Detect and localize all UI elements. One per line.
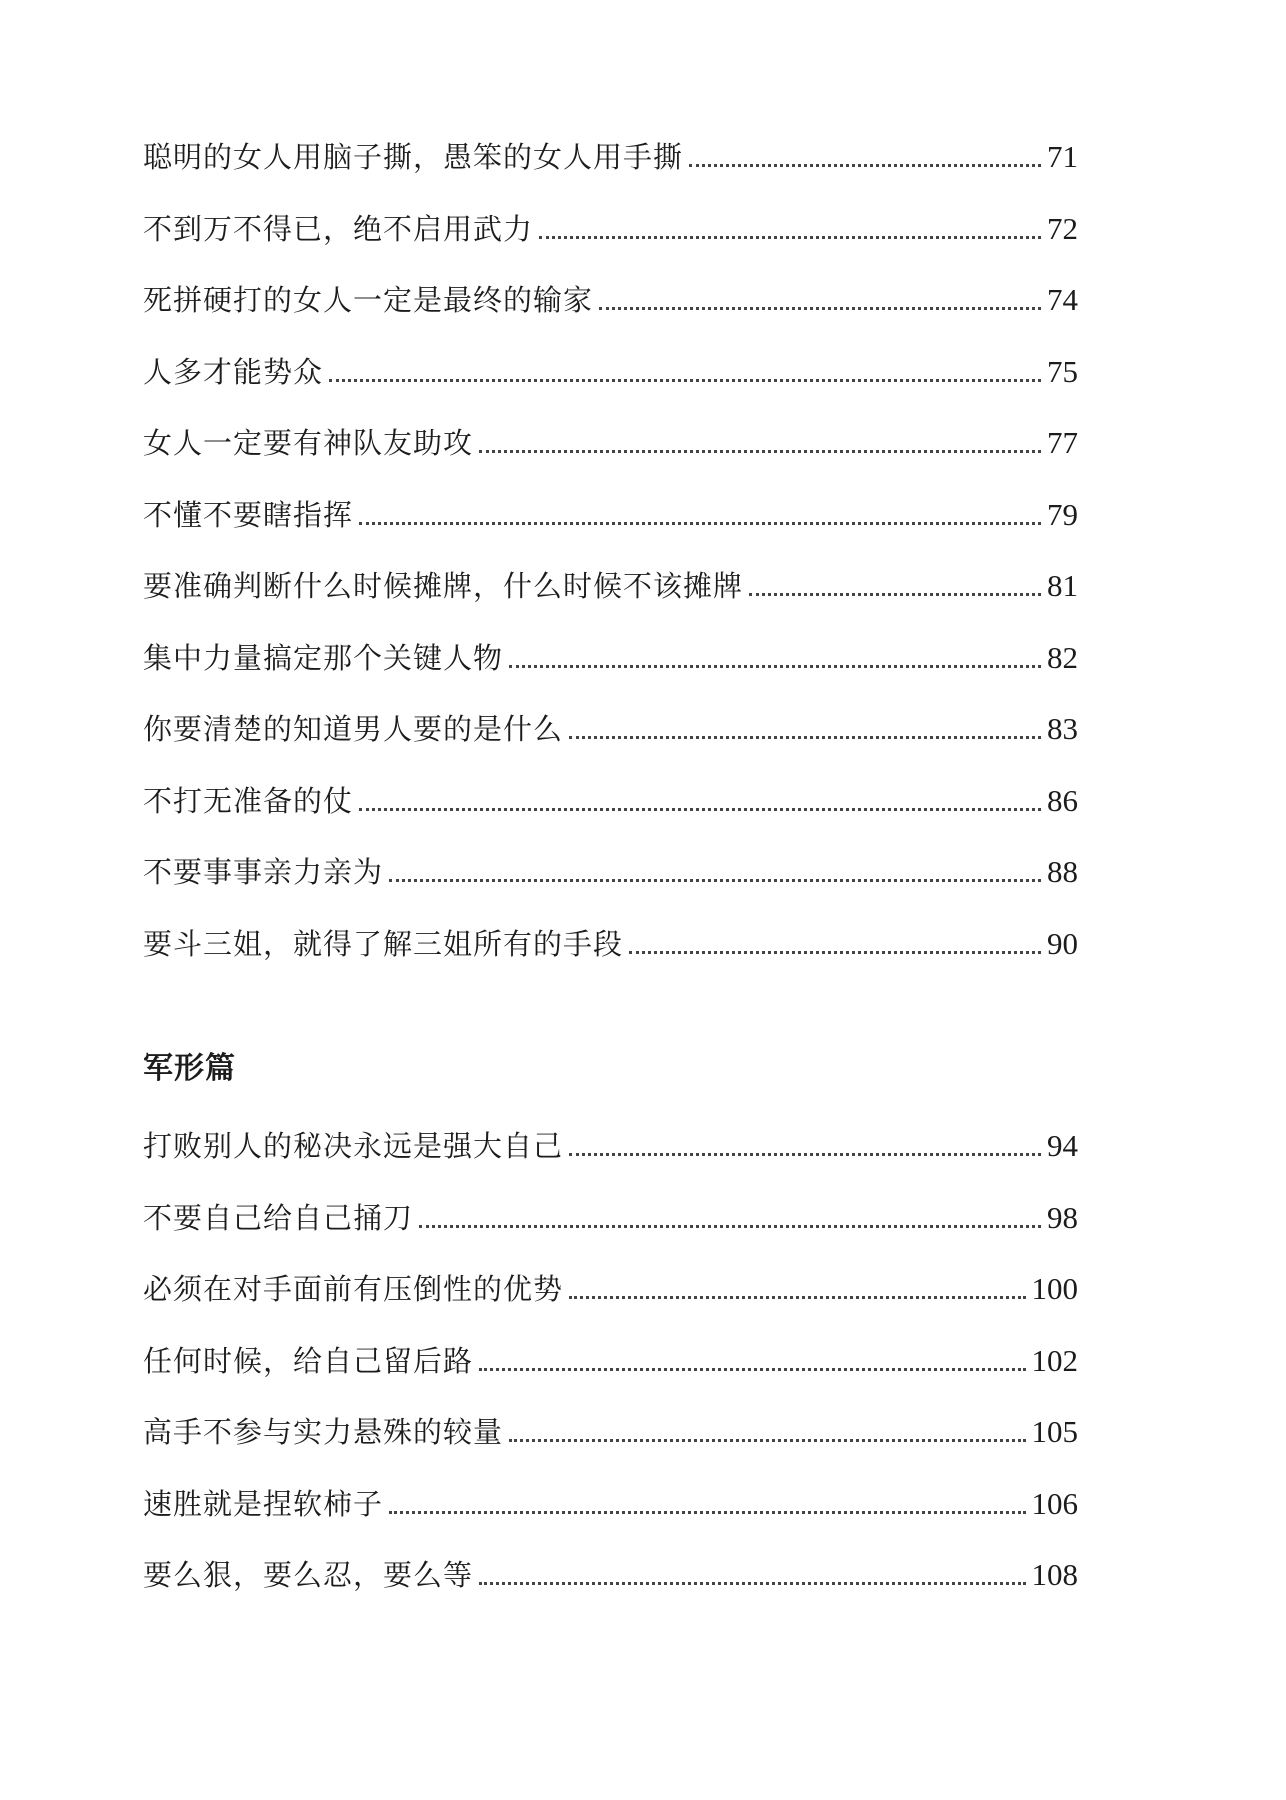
entry-title: 速胜就是捏软柿子 xyxy=(143,1486,384,1521)
section-heading: 军形篇 xyxy=(143,1051,236,1086)
entry-title: 女人一定要有神队友助攻 xyxy=(143,426,474,460)
toc-entry[interactable] xyxy=(143,387,1078,459)
toc-entry[interactable] xyxy=(143,816,1078,888)
entry-title: 不到万不得已，绝不启用武力 xyxy=(143,211,534,246)
toc-entry[interactable] xyxy=(143,1376,1078,1448)
dot-leader xyxy=(329,379,1041,382)
entry-title: 高手不参与实力悬殊的较量 xyxy=(143,1415,504,1449)
dot-leader xyxy=(569,736,1041,739)
entry-title: 集中力量搞定那个关键人物 xyxy=(143,640,504,675)
entry-title: 不打无准备的仗 xyxy=(143,783,354,818)
toc-entry[interactable] xyxy=(143,1233,1078,1305)
entry-title: 要斗三姐，就得了解三姐所有的手段 xyxy=(143,926,624,961)
dot-leader xyxy=(389,1511,1025,1514)
toc-entry[interactable] xyxy=(143,1304,1078,1376)
page-number: 90 xyxy=(1047,925,1078,961)
toc-entry[interactable] xyxy=(143,887,1078,959)
toc-entry[interactable] xyxy=(143,1447,1078,1519)
entry-title: 要么狠，要么忍，要么等 xyxy=(143,1558,474,1592)
entry-title: 打败别人的秘决永远是强大自己 xyxy=(143,1129,564,1163)
toc-entry[interactable] xyxy=(143,673,1078,745)
dot-leader xyxy=(389,879,1041,882)
entry-title: 任何时候，给自己留后路 xyxy=(143,1343,474,1378)
dot-leader xyxy=(629,951,1041,954)
page-number: 102 xyxy=(1031,1342,1078,1378)
toc-entry[interactable] xyxy=(143,530,1078,602)
page-number: 100 xyxy=(1031,1271,1078,1306)
dot-leader xyxy=(569,1153,1041,1156)
table-of-contents xyxy=(143,125,1078,1590)
page-number: 82 xyxy=(1047,639,1078,675)
dot-leader xyxy=(539,236,1041,239)
entry-title: 不要自己给自己捅刀 xyxy=(143,1200,414,1235)
page-number: 74 xyxy=(1047,282,1078,317)
toc-entry[interactable] xyxy=(143,244,1078,316)
page-number: 94 xyxy=(1047,1128,1078,1163)
page-number: 77 xyxy=(1047,425,1078,460)
entry-title: 死拼硬打的女人一定是最终的输家 xyxy=(143,283,594,317)
entry-title: 聪明的女人用脑子撕，愚笨的女人用手撕 xyxy=(143,140,684,174)
page-number: 98 xyxy=(1047,1199,1078,1235)
toc-entry[interactable] xyxy=(143,125,1078,172)
page-number: 71 xyxy=(1047,139,1078,174)
dot-leader xyxy=(509,665,1041,668)
toc-entry[interactable] xyxy=(143,1161,1078,1233)
page-number: 105 xyxy=(1031,1414,1078,1449)
entry-title: 人多才能势众 xyxy=(143,354,324,389)
dot-leader xyxy=(569,1296,1025,1299)
dot-leader xyxy=(749,593,1041,596)
toc-entry[interactable] xyxy=(143,458,1078,530)
toc-entry[interactable] xyxy=(143,1519,1078,1591)
entry-title: 不懂不要瞎指挥 xyxy=(143,497,354,532)
toc-entry[interactable] xyxy=(143,601,1078,673)
toc-group-2 xyxy=(143,1087,1078,1590)
toc-entry[interactable] xyxy=(143,744,1078,816)
dot-leader xyxy=(599,307,1041,310)
entry-title: 不要事事亲力亲为 xyxy=(143,855,384,889)
dot-leader xyxy=(359,808,1041,811)
page-number: 72 xyxy=(1047,210,1078,246)
entry-title: 必须在对手面前有压倒性的优势 xyxy=(143,1272,564,1306)
page-number: 86 xyxy=(1047,782,1078,818)
entry-title: 要准确判断什么时候摊牌，什么时候不该摊牌 xyxy=(143,569,744,603)
page-number: 79 xyxy=(1047,496,1078,532)
dot-leader xyxy=(479,450,1041,453)
toc-entry[interactable] xyxy=(143,315,1078,387)
toc-group-1 xyxy=(143,125,1078,959)
dot-leader xyxy=(509,1439,1025,1442)
page-number: 81 xyxy=(1047,568,1078,603)
toc-entry[interactable] xyxy=(143,172,1078,244)
dot-leader xyxy=(479,1368,1025,1371)
entry-title: 你要清楚的知道男人要的是什么 xyxy=(143,712,564,746)
page-number: 108 xyxy=(1031,1557,1078,1592)
dot-leader xyxy=(479,1582,1025,1585)
dot-leader xyxy=(359,522,1041,525)
page-number: 83 xyxy=(1047,711,1078,746)
toc-entry[interactable] xyxy=(143,1087,1078,1161)
dot-leader xyxy=(419,1225,1041,1228)
page-number: 75 xyxy=(1047,353,1078,389)
page-number: 88 xyxy=(1047,854,1078,889)
dot-leader xyxy=(689,164,1041,167)
page-number: 106 xyxy=(1031,1485,1078,1521)
